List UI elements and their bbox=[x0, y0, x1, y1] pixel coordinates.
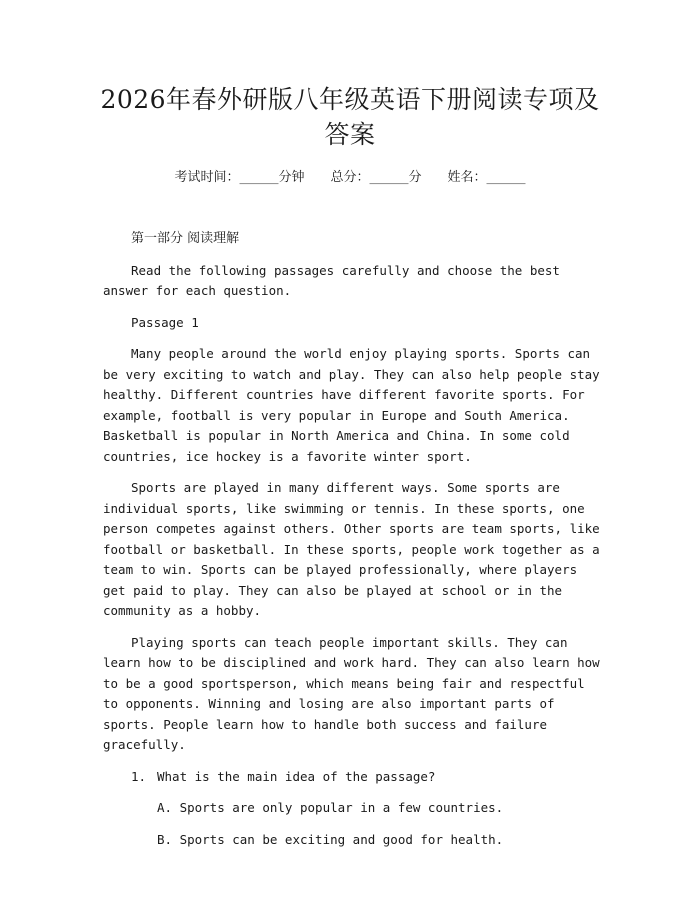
total-score-field: 总分：______分 bbox=[330, 170, 422, 185]
passage-paragraph: Many people around the world enjoy playing sports. Sports can be very exciting to watch and play. They can also help people stay healthy. Different countries have different favorite sports. For example, football is very popular in Europe and South America. Basketball is popular in North America and China. In some cold countries, ice hockey is a favorite winter sport. bbox=[103, 346, 600, 464]
answer-option-a: A. Sports are only popular in a few countries. bbox=[157, 800, 504, 815]
question-item bbox=[131, 767, 603, 788]
reading-section bbox=[103, 229, 603, 861]
instructions: Read the following passages carefully and choose the best answer for each question. bbox=[103, 262, 560, 298]
exam-info-line bbox=[0, 168, 700, 188]
answer-option-b: B. Sports can be exciting and good for health. bbox=[157, 831, 504, 847]
exam-time-field: 考试时间：______分钟 bbox=[174, 170, 305, 185]
passage-label: Passage 1 bbox=[131, 314, 199, 330]
question-text: What is the main idea of the passage? bbox=[157, 768, 436, 784]
document-title: 2026年春外研版八年级英语下册阅读专项及答案 bbox=[100, 85, 600, 149]
passage-paragraph: Playing sports can teach people important skills. They can learn how to be disciplined and work hard. They can also learn how to be a good sportsperson, which means being fair and respectful to opponents. Winning and losing are also important parts of sports. People learn how to handle both success and failure gracefully. bbox=[103, 634, 600, 752]
student-name-field: 姓名：______ bbox=[447, 170, 526, 185]
question-number: 1. bbox=[131, 768, 147, 784]
passage-paragraph: Sports are played in many different ways. Some sports are individual sports, like swimming or tennis. In these sports, one person competes against others. Other sports are team sports, like football or basketball. In these sports, people work together as a team to win. Sports can be played professionally, where players get paid to play. They can also be played at school or in the community as a hobby. bbox=[103, 480, 600, 618]
section-heading: 第一部分 阅读理解 bbox=[131, 231, 240, 246]
